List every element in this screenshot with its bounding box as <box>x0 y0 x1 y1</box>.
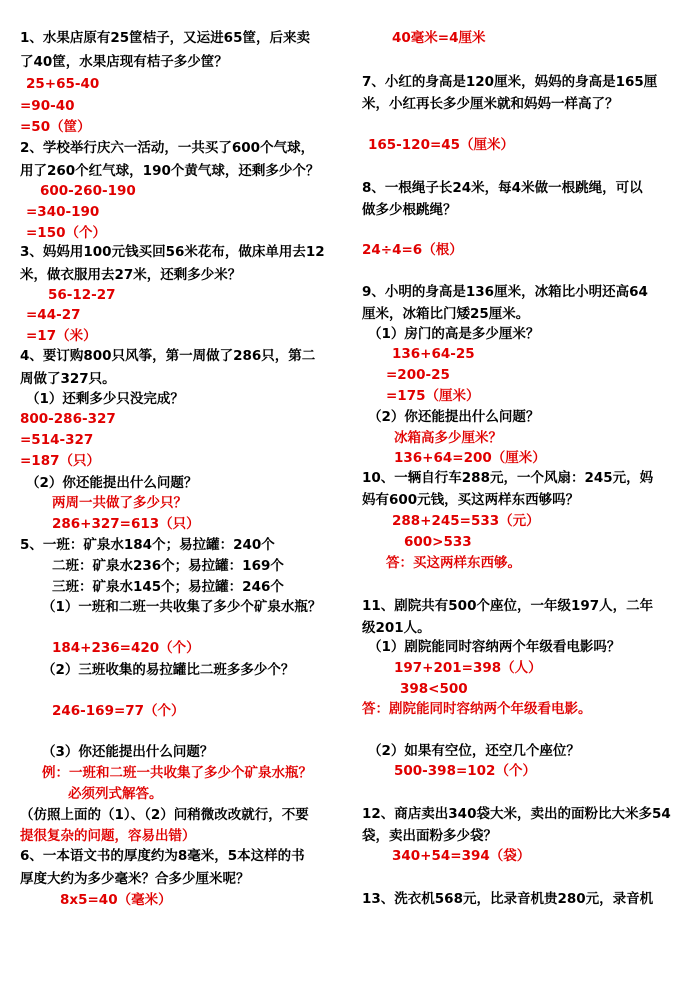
question-line: 厘米，冰箱比门矮25厘米。 <box>362 306 530 322</box>
question-line: 了40筐，水果店现有桔子多少筐？ <box>20 54 228 70</box>
question-line: 二班：矿泉水236个；易拉罐：169个 <box>52 558 284 574</box>
answer-line: =340-190 <box>26 204 100 220</box>
question-line: 妈有600元钱，买这两样东西够吗？ <box>362 492 580 508</box>
question-line: 5、一班：矿泉水184个；易拉罐：240个 <box>20 537 275 553</box>
answer-line: 冰箱高多少厘米？ <box>394 430 502 446</box>
question-line: （1）剧院能同时容纳两个年级看电影吗？ <box>368 639 621 655</box>
answer-line: 40毫米=4厘米 <box>392 30 486 46</box>
question-line: 4、要订购800只风筝，第一周做了286只，第二 <box>20 348 316 364</box>
question-line: 袋，卖出面粉多少袋？ <box>362 828 497 844</box>
answer-line: 288+245=533（元） <box>392 513 540 529</box>
question-line: （2）你还能提出什么问题？ <box>368 409 540 425</box>
question-line: 7、小红的身高是120厘米，妈妈的身高是165厘 <box>362 74 658 90</box>
question-line: 米，小红再长多少厘米就和妈妈一样高了？ <box>362 96 619 112</box>
question-line: （1）一班和二班一共收集了多少个矿泉水瓶？ <box>42 599 322 615</box>
answer-line: 286+327=613（只） <box>52 516 200 532</box>
question-line: 6、一本语文书的厚度约为8毫米，5本这样的书 <box>20 848 305 864</box>
question-line: （2）如果有空位，还空几个座位？ <box>368 743 580 759</box>
question-line: （1）还剩多少只没完成？ <box>26 391 184 407</box>
question-line: 米，做衣服用去27米，还剩多少米？ <box>20 267 242 283</box>
question-line: （仿照上面的（1）、（2）问稍微改改就行，不要 <box>20 807 309 823</box>
answer-line: 398<500 <box>400 681 468 697</box>
question-line: 厚度大约为多少毫米？合多少厘米呢？ <box>20 871 250 887</box>
answer-line: 8x5=40（毫米） <box>60 892 172 908</box>
question-line: 8、一根绳子长24米，每4米做一根跳绳，可以 <box>362 180 643 196</box>
answer-line: =90-40 <box>20 98 75 114</box>
answer-line: =44-27 <box>26 307 81 323</box>
question-line: 2、学校举行庆六一活动，一共买了600个气球， <box>20 140 315 156</box>
answer-line: 600>533 <box>404 534 472 550</box>
question-line: 周做了327只。 <box>20 371 116 387</box>
answer-line: 197+201=398（人） <box>394 660 542 676</box>
answer-line: 答：买这两样东西够。 <box>386 555 521 571</box>
answer-line: =514-327 <box>20 432 94 448</box>
answer-line: =187（只） <box>20 453 100 469</box>
question-line: 13、洗衣机568元，比录音机贵280元，录音机 <box>362 891 654 907</box>
question-line: 3、妈妈用100元钱买回56米花布，做床单用去12 <box>20 244 325 260</box>
question-line: 10、一辆自行车288元，一个风扇：245元，妈 <box>362 470 654 486</box>
answer-line: 136+64-25 <box>392 346 475 362</box>
answer-line: 两周一共做了多少只？ <box>52 495 187 511</box>
answer-line: 800-286-327 <box>20 411 116 427</box>
question-line: 用了260个红气球，190个黄气球，还剩多少个？ <box>20 163 320 179</box>
answer-line: =150（个） <box>26 225 106 241</box>
answer-line: 246-169=77（个） <box>52 703 185 719</box>
answer-line: 24÷4=6（根） <box>362 242 463 258</box>
question-line: 三班：矿泉水145个；易拉罐：246个 <box>52 579 284 595</box>
answer-line: 165-120=45（厘米） <box>368 137 515 153</box>
answer-line: 56-12-27 <box>48 287 116 303</box>
question-line: 级201人。 <box>362 620 431 636</box>
answer-line: 184+236=420（个） <box>52 640 200 656</box>
question-line: （2）三班收集的易拉罐比二班多多少个？ <box>42 662 295 678</box>
question-line: （2）你还能提出什么问题？ <box>26 475 198 491</box>
answer-line: 必须列式解答。 <box>68 786 163 802</box>
question-line: （3）你还能提出什么问题？ <box>42 744 214 760</box>
answer-line: =50（筐） <box>20 119 91 135</box>
question-line: （1）房门的高是多少厘米？ <box>368 326 540 342</box>
answer-line: 500-398=102（个） <box>394 763 536 779</box>
answer-line: =175（厘米） <box>386 388 480 404</box>
question-line: 1、水果店原有25筐桔子，又运进65筐，后来卖 <box>20 30 310 46</box>
answer-line: 25+65-40 <box>26 76 100 92</box>
answer-line: 136+64=200（厘米） <box>394 450 546 466</box>
answer-line: 340+54=394（袋） <box>392 848 531 864</box>
answer-line: 答：剧院能同时容纳两个年级看电影。 <box>362 701 592 717</box>
question-line: 做多少根跳绳？ <box>362 202 457 218</box>
question-line: 12、商店卖出340袋大米，卖出的面粉比大米多54 <box>362 806 671 822</box>
answer-line: 600-260-190 <box>40 183 136 199</box>
answer-line: 提很复杂的问题，容易出错） <box>20 828 196 844</box>
answer-line: 例：一班和二班一共收集了多少个矿泉水瓶？ <box>42 765 312 781</box>
answer-line: =17（米） <box>26 328 97 344</box>
answer-line: =200-25 <box>386 367 450 383</box>
question-line: 11、剧院共有500个座位，一年级197人，二年 <box>362 598 654 614</box>
question-line: 9、小明的身高是136厘米，冰箱比小明还高64 <box>362 284 648 300</box>
